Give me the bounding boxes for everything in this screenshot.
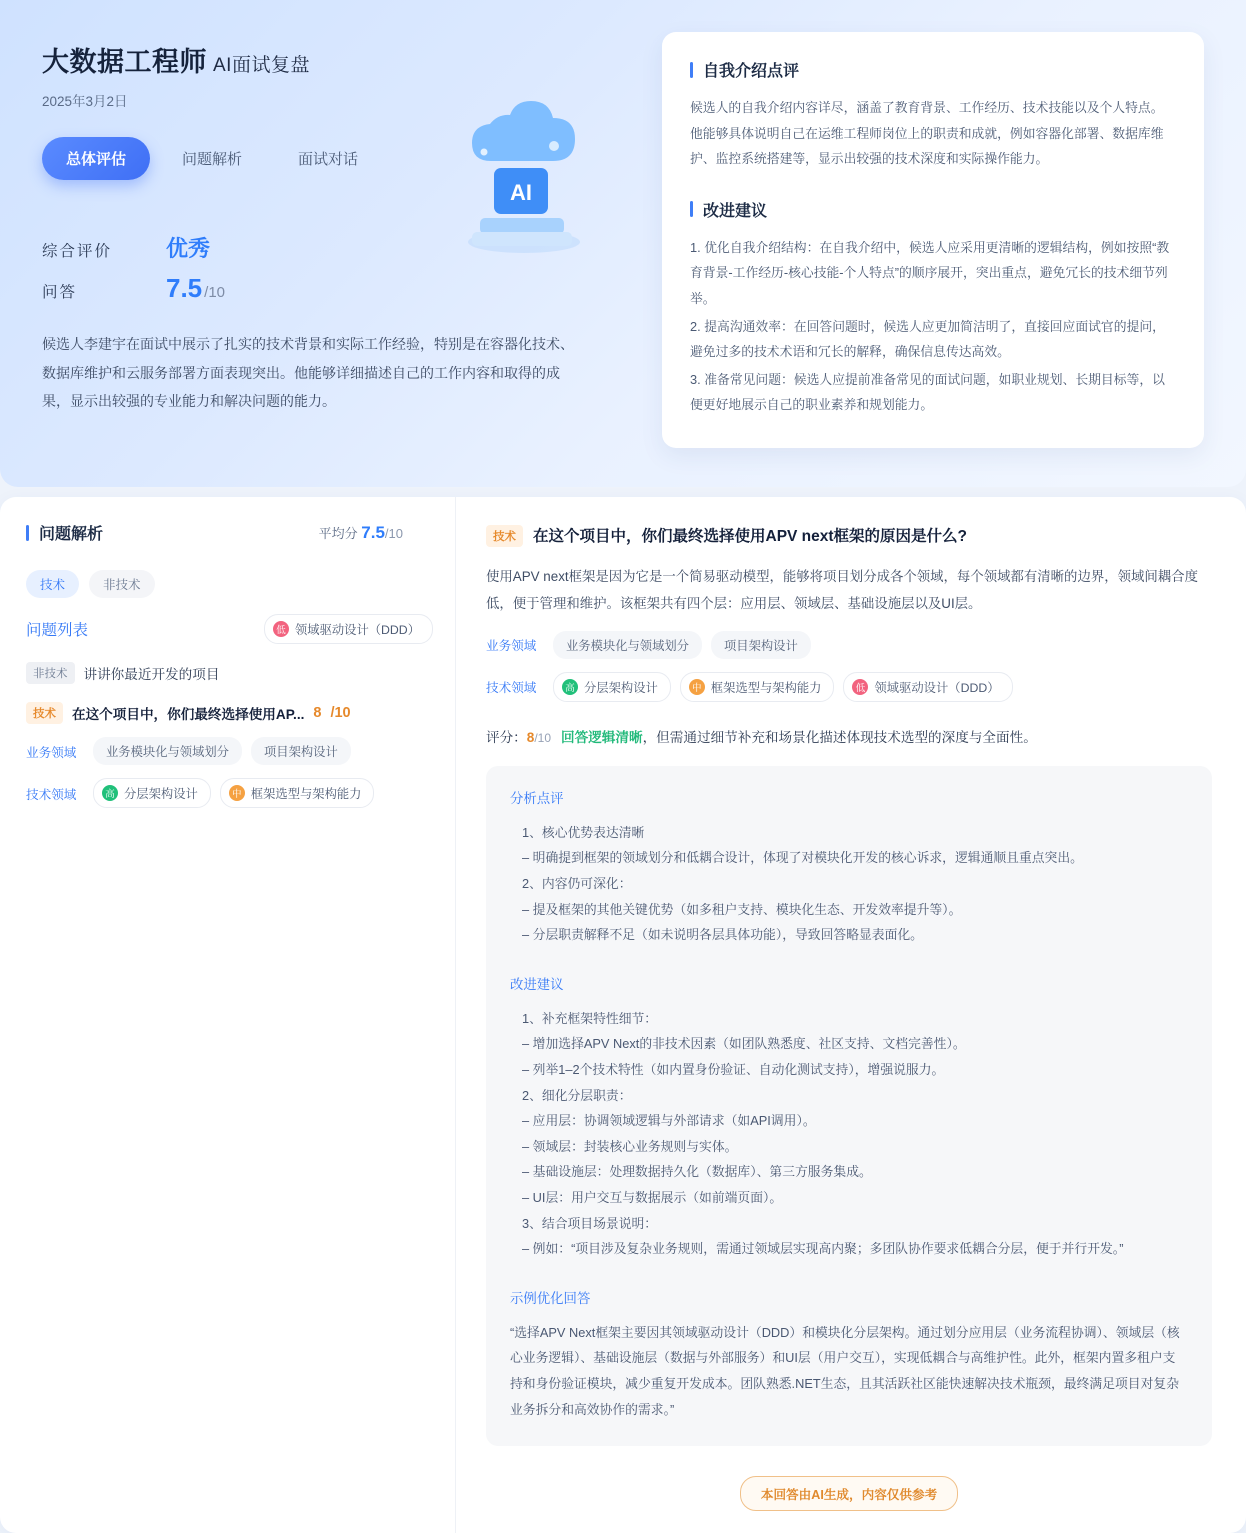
tech-domain-label: 技术领域	[26, 787, 77, 802]
improvement-item: 2. 提高沟通效率：在回答问题时，候选人应更加简洁明了，直接回应面试官的提问，避免过多的技术术语和冗长的解释，确保信息传达高效。	[690, 318, 1165, 360]
ai-cloud-illustration-icon	[432, 72, 612, 262]
question-detail-column	[456, 497, 1246, 1533]
qa-score-label: 问答	[42, 284, 78, 301]
improvement-list	[690, 235, 1176, 418]
question-list-column	[0, 497, 456, 1533]
question-text: 在这个项目中，你们最终选择使用AP...	[72, 707, 305, 722]
qa-score-row	[42, 273, 622, 304]
analysis-panel	[0, 497, 1246, 1533]
page-title-main: 大数据工程师	[42, 47, 207, 77]
tech-domain-tag[interactable]	[220, 778, 375, 808]
detail-rating-line	[486, 726, 1212, 746]
question-list-header	[26, 614, 433, 644]
question-row[interactable]	[26, 662, 433, 684]
detail-tech-domain-tag[interactable]	[843, 672, 1012, 702]
improvement-title: 改进建议	[690, 198, 1176, 221]
detail-rating-denominator: /10	[534, 730, 552, 745]
review-line: – 提及框架的其他关键优势（如多租户支持、模块化生态、开发效率提升等）。	[522, 901, 962, 917]
review-line: 2、内容仍可深化：	[522, 876, 632, 892]
advice-line: 3、结合项目场景说明：	[522, 1215, 658, 1231]
level-dot-icon: 中	[689, 679, 705, 695]
level-dot-icon: 低	[273, 621, 289, 637]
detail-rating-score: 8	[526, 729, 535, 745]
analysis-section-title: 问题解析	[26, 521, 103, 544]
list-item[interactable]	[26, 662, 433, 684]
tab-overall[interactable]: 总体评估	[42, 137, 150, 180]
question-score-denominator: /10	[330, 705, 351, 721]
detail-tech-domain-tag-label: 领域驱动设计（DDD）	[874, 680, 1000, 695]
detail-advice-title: 改进建议	[510, 976, 564, 992]
level-dot-icon: 高	[102, 785, 118, 801]
example-answer-text: “选择APV Next框架主要因其领域驱动设计（DDD）和模块化分层架构。通过划分应用层（业务流程协调）、领域层（核心业务逻辑）、基础设施层（数据与外部服务）和UI层（用户交互），实现低耦合与高维护性。此外，框架内置多租户支持和身份验证模块，减少重复开发成本。团队熟悉.NET生态，且其活跃社区能快速解决技术瓶颈，最终满足项目对复杂业务拆分和高效协作的需求。”	[510, 1324, 1180, 1417]
detail-tech-domain-row	[486, 672, 1212, 702]
improvement-item: 1. 优化自我介绍结构：在自我介绍中，候选人应采用更清晰的逻辑结构，例如按照“教育背景-工作经历-核心技能-个人特点”的顺序展开，突出重点，避免冗长的技术细节列举。	[690, 239, 1170, 306]
detail-tech-domain-tag-label: 框架选型与架构能力	[710, 680, 822, 695]
list-item-selected[interactable]	[26, 702, 433, 808]
self-intro-title: 自我介绍点评	[690, 58, 1176, 81]
advice-line: – 应用层：协调领域逻辑与外部请求（如API调用）。	[522, 1113, 816, 1129]
tech-domain-row	[26, 778, 433, 808]
tech-domain-tag[interactable]	[93, 778, 211, 808]
business-domain-tag[interactable]: 项目架构设计	[251, 737, 351, 765]
detail-tech-domain-tag[interactable]	[553, 672, 671, 702]
average-score-value: 7.5	[361, 522, 385, 542]
business-domain-tag[interactable]: 业务模块化与领域划分	[93, 737, 242, 765]
advice-line: – 增加选择APV Next的非技术因素（如团队熟悉度、社区支持、文档完善性）。	[522, 1036, 966, 1052]
detail-rating-prefix: 评分：	[486, 729, 527, 745]
advice-line: – 例如：“项目涉及复杂业务规则，需通过领域层实现高内聚；多团队协作要求低耦合分层，便于并行开发。”	[522, 1241, 1124, 1257]
tab-question-analysis[interactable]: 问题解析	[182, 151, 243, 168]
filter-technical[interactable]: 技术	[26, 570, 79, 598]
average-score-label: 平均分	[318, 525, 358, 541]
question-badge: 技术	[26, 702, 63, 724]
tech-domain-tag-label: 框架选型与架构能力	[250, 787, 362, 801]
detail-business-domain-tag[interactable]: 业务模块化与领域划分	[553, 631, 702, 659]
question-badge: 非技术	[26, 662, 75, 684]
hero-section	[0, 0, 1246, 487]
detail-tech-domain-tag-label: 分层架构设计	[584, 680, 658, 695]
review-line: – 分层职责解释不足（如未说明各层具体功能），导致回答略显表面化。	[522, 927, 923, 943]
business-domain-label: 业务领域	[26, 745, 77, 760]
level-dot-icon: 低	[852, 679, 868, 695]
question-score: 8	[313, 705, 322, 721]
qa-score-denominator: /10	[204, 284, 226, 301]
category-filters	[26, 570, 433, 598]
review-title: 分析点评	[510, 790, 564, 806]
average-score-denominator: /10	[384, 525, 403, 541]
overall-summary-text: 候选人李建宇在面试中展示了扎实的技术背景和实际工作经验，特别是在容器化技术、数据库维护和云服务部署方面表现突出。他能够详细描述自己的工作内容和取得的成果，显示出较强的专业能力和解决问题的能力。	[42, 336, 574, 410]
level-dot-icon: 中	[229, 785, 245, 801]
overall-rating-value: 优秀	[166, 236, 211, 261]
self-intro-text: 候选人的自我介绍内容详尽，涵盖了教育背景、工作经历、技术技能以及个人特点。他能够具体说明自己在运维工程师岗位上的职责和成就，例如容器化部署、数据库维护、监控系统搭建等，显示出较强的技术深度和实际操作能力。	[690, 100, 1164, 167]
analysis-header	[26, 521, 433, 544]
detail-tech-domain-label: 技术领域	[486, 681, 537, 696]
detail-rating-tail: ，但需通过细节补充和场景化描述体现技术选型的深度与全面性。	[642, 729, 1037, 745]
question-text: 讲讲你最近开发的项目	[83, 667, 220, 682]
review-line: – 明确提到框架的领域划分和低耦合设计，体现了对模块化开发的核心诉求，逻辑通顺且重点突出。	[522, 850, 1083, 866]
ai-disclaimer	[486, 1476, 1212, 1511]
page-title-sub: AI面试复盘	[213, 55, 310, 76]
advice-line: – UI层：用户交互与数据展示（如前端页面）。	[522, 1190, 783, 1205]
tab-interview-dialog[interactable]: 面试对话	[298, 151, 359, 168]
review-line: 1、核心优势表达清晰	[522, 824, 645, 840]
self-intro-card	[662, 32, 1204, 448]
detail-rating-verdict: 回答逻辑清晰	[561, 729, 643, 745]
advice-line: – 列举1–2个技术特性（如内置身份验证、自动化测试支持），增强说服力。	[522, 1062, 945, 1078]
average-score	[319, 523, 403, 543]
interview-date: 2025年3月2日	[42, 94, 128, 109]
level-dot-icon: 高	[562, 679, 578, 695]
advice-line: – 领域层：封装核心业务规则与实体。	[522, 1138, 738, 1154]
detail-question-text: 在这个项目中，你们最终选择使用APV next框架的原因是什么?	[533, 528, 968, 545]
detail-business-domain-label: 业务领域	[486, 639, 537, 654]
detail-answer-text: 使用APV next框架是因为它是一个简易驱动模型，能够将项目划分成各个领域，每个领域都有清晰的边界，领域间耦合度低，便于管理和维护。该框架共有四个层：应用层、领域层、基础设施层以及UI层。	[486, 569, 1198, 612]
overall-rating-label: 综合评价	[42, 243, 113, 260]
list-domain-tag-label: 领域驱动设计（DDD）	[294, 623, 420, 637]
business-domain-row	[26, 737, 433, 765]
advice-line: 2、细化分层职责：	[522, 1087, 632, 1103]
detail-review-box	[486, 766, 1212, 1446]
list-domain-tag[interactable]	[264, 614, 433, 644]
advice-line: – 基础设施层：处理数据持久化（数据库）、第三方服务集成。	[522, 1164, 872, 1180]
question-list-title: 问题列表	[26, 622, 89, 639]
detail-business-domain-tag[interactable]: 项目架构设计	[711, 631, 811, 659]
tech-domain-tag-label: 分层架构设计	[124, 787, 198, 801]
example-answer-title: 示例优化回答	[510, 1290, 591, 1306]
svg-text:AI: AI	[510, 180, 532, 205]
detail-tech-domain-tag[interactable]	[680, 672, 835, 702]
improvement-item: 3. 准备常见问题：候选人应提前准备常见的面试问题，如职业规划、长期目标等，以便更好地展示自己的职业素养和规划能力。	[690, 371, 1165, 413]
advice-line: 1、补充框架特性细节：	[522, 1010, 658, 1026]
qa-score-value: 7.5	[166, 273, 203, 303]
detail-question-header	[486, 525, 1212, 548]
filter-non-technical[interactable]: 非技术	[89, 570, 155, 598]
ai-disclaimer-text: 本回答由AI生成，内容仅供参考	[740, 1476, 958, 1511]
question-row[interactable]	[26, 702, 433, 724]
detail-business-domain-row	[486, 631, 1212, 659]
detail-question-badge: 技术	[486, 525, 523, 547]
